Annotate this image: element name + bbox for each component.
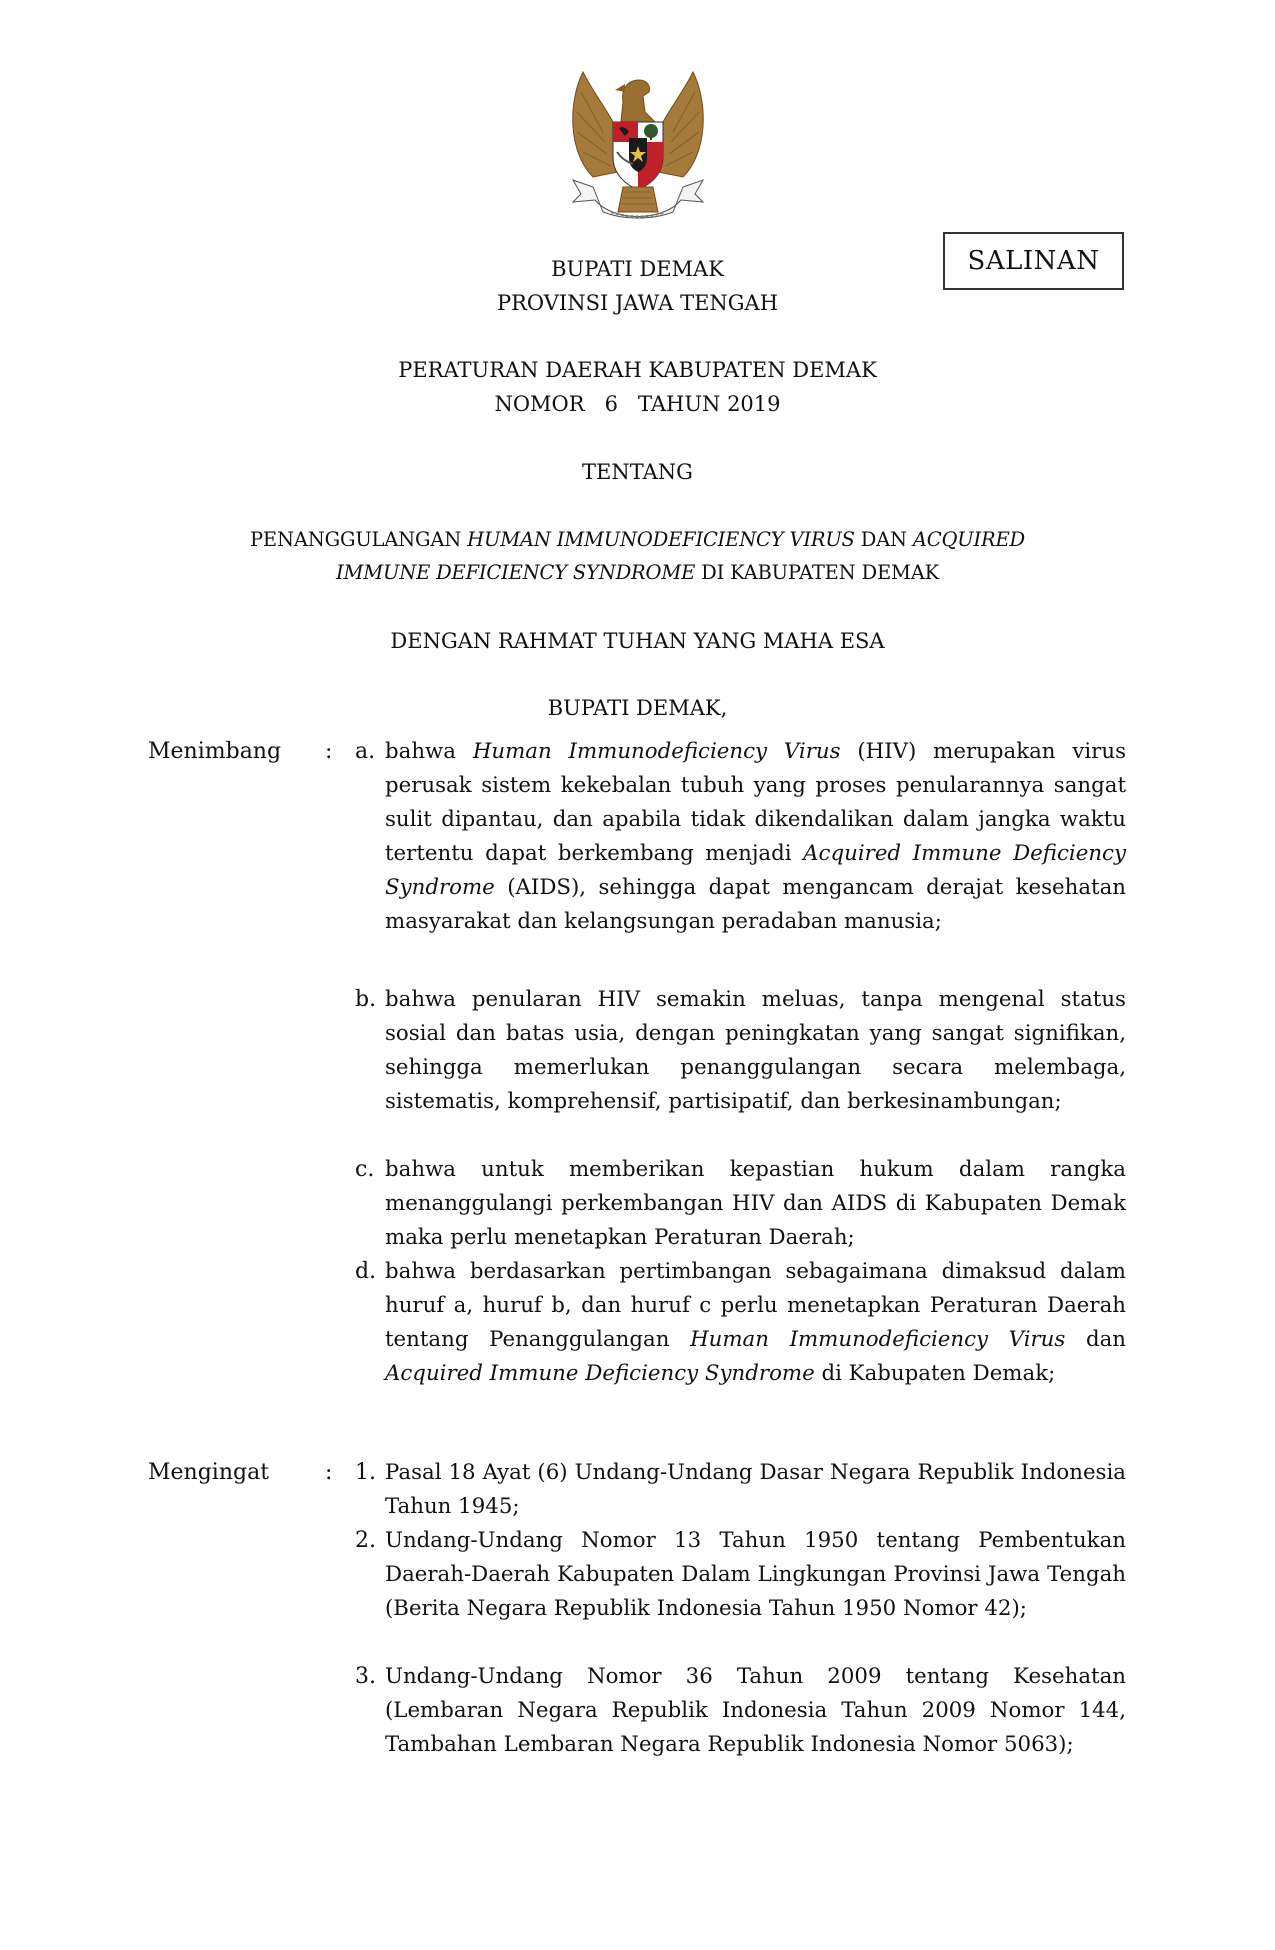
preamble-rahmat: DENGAN RAHMAT TUHAN YANG MAHA ESA [390,629,885,653]
item-number: 1. [355,1460,376,1485]
regulation-number: NOMOR 6 TAHUN 2019 [494,392,781,416]
consideration-item-b [355,983,1126,1119]
item-text: bahwa untuk memberikan kepastian hukum dalam rangka menanggulangi perkembangan HIV dan AIDS di Kabupaten Demak maka perlu menetapkan Peraturan Daerah; [385,1157,1126,1250]
item-text: Undang-Undang Nomor 36 Tahun 2009 tentang Kesehatan (Lembaran Negara Republik Indonesia Tahun 2009 Nomor 144, Tambahan Lembaran Negara Republik Indonesia Nomor 5063); [385,1664,1126,1757]
salinan-label: SALINAN [967,246,1100,276]
garuda-emblem-icon [563,62,713,232]
consideration-item-a [355,735,1126,939]
item-number: a. [355,739,376,764]
regulation-title-line1 [0,523,1275,557]
legal-basis-item-1 [355,1456,1126,1524]
title-text: DI KABUPATEN DEMAK [695,561,940,584]
title-text: DAN [854,528,913,551]
legal-basis-item-2 [355,1524,1126,1626]
issuer-title: BUPATI DEMAK [551,257,724,281]
regulation-title-line2 [0,556,1275,590]
title-italic-text: HUMAN IMMUNODEFICIENCY VIRUS [467,528,855,551]
item-text: bahwa berdasarkan pertimbangan sebagaimana dimaksud dalam huruf a, huruf b, dan huruf c perlu menetapkan Peraturan Daerah tentang Penanggulangan Human Immunodeficiency Virus dan Acquired Immune Deficiency Syndrome di Kabupaten Demak; [385,1259,1126,1386]
mengingat-colon: : [325,1460,333,1485]
province-title: PROVINSI JAWA TENGAH [496,291,779,315]
title-text: PENANGGULANGAN [250,528,468,551]
title-italic-text: ACQUIRED [912,528,1025,551]
item-text: bahwa Human Immunodeficiency Virus (HIV) merupakan virus perusak sistem kekebalan tubuh yang proses penularannya sangat sulit dipantau, dan apabila tidak dikendalikan dalam jangka waktu tertentu dapat berkembang menjadi Acquired Immune Deficiency Syndrome (AIDS), sehingga dapat mengancam derajat kesehatan masyarakat dan kelangsungan peradaban manusia; [385,739,1127,934]
regulation-type: PERATURAN DAERAH KABUPATEN DEMAK [398,358,877,382]
menimbang-colon: : [325,739,333,764]
consideration-item-d [355,1255,1126,1391]
legal-basis-item-3 [355,1660,1126,1762]
item-number: c. [355,1157,375,1182]
item-text: Undang-Undang Nomor 13 Tahun 1950 tentang Pembentukan Daerah-Daerah Kabupaten Dalam Lingkungan Provinsi Jawa Tengah (Berita Negara Republik Indonesia Tahun 1950 Nomor 42); [385,1528,1126,1621]
item-number: 2. [355,1528,376,1553]
mengingat-label: Mengingat [148,1460,270,1485]
title-italic-text: IMMUNE DEFICIENCY SYNDROME [335,561,696,584]
consideration-item-c [355,1153,1126,1255]
item-text: bahwa penularan HIV semakin meluas, tanpa mengenal status sosial dan batas usia, dengan peningkatan yang sangat signifikan, sehingga memerlukan penanggulangan secara melembaga, sistematis, komprehensif, partisipatif, dan berkesinambungan; [385,987,1126,1114]
tentang-heading: TENTANG [582,460,693,484]
preamble-bupati: BUPATI DEMAK, [547,696,728,720]
item-number: d. [355,1259,377,1284]
menimbang-label: Menimbang [148,739,282,764]
item-text: Pasal 18 Ayat (6) Undang-Undang Dasar Negara Republik Indonesia Tahun 1945; [385,1460,1126,1519]
item-number: b. [355,987,377,1012]
item-number: 3. [355,1664,376,1689]
